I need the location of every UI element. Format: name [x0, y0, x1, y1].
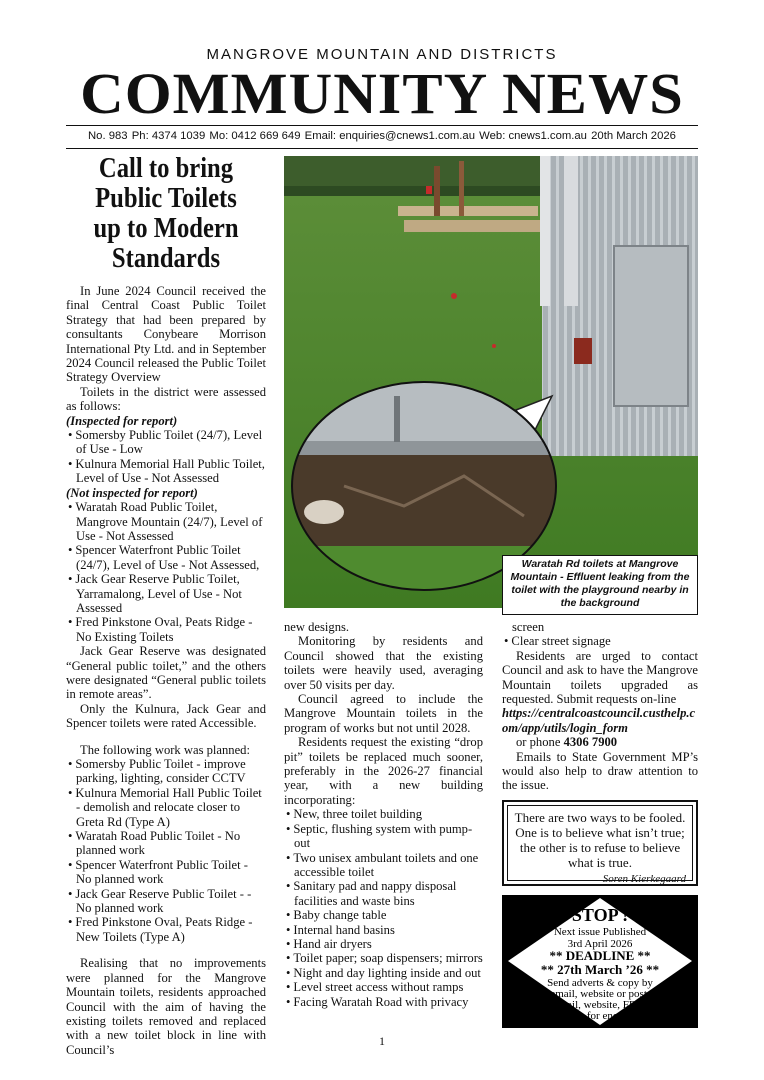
inspected-list: [66, 428, 266, 486]
paragraph: Monitoring by residents and Council showed that the existing toilets were heavily used, averaging over 50 visits per day.: [284, 634, 483, 692]
phone-number: Ph: 4374 1039: [131, 130, 206, 142]
quote-author: Soren Kierkegaard: [602, 873, 686, 885]
council-phone: 4306 7900: [563, 735, 618, 750]
quote-box: [502, 800, 698, 886]
masthead-title: COMMUNITY NEWS: [80, 61, 684, 126]
list-item: • Two unisex ambulant toilets and one accessible toilet: [284, 851, 483, 880]
list-item: • Waratah Road Public Toilet - No planned work: [66, 829, 266, 858]
stop-deadline: ** DEADLINE **: [549, 948, 651, 963]
list-item: • Spencer Waterfront Public Toilet - No planned work: [66, 858, 266, 887]
list-item: • Somersby Public Toilet (24/7), Level of Use - Low: [66, 428, 266, 457]
list-item: • Facing Waratah Road with privacy: [284, 995, 483, 1009]
page-number: 1: [379, 1034, 385, 1048]
masthead-top-rule: [66, 125, 698, 126]
masthead-kicker: MANGROVE MOUNTAIN AND DISTRICTS: [206, 46, 558, 63]
article-headline: Call to bring Public Toilets up to Modern Standards: [93, 153, 239, 274]
stop-line-3: Send adverts & copy by: [547, 977, 653, 989]
list-item: • Internal hand basins: [284, 923, 483, 937]
list-item: • Jack Gear Reserve Public Toilet, Yarramalong, Level of Use - Not Assessed: [66, 572, 266, 615]
quote-text: There are two ways to be fooled. One is to believe what isn’t true; the other is to refuse to believe what is true.: [514, 810, 686, 870]
paragraph: Only the Kulnura, Jack Gear and Spencer toilets were rated Accessible.: [66, 701, 266, 731]
paragraph: Toilets in the district were assessed as follows:: [66, 384, 266, 414]
paragraph: Emails to State Government MP’s would also help to draw attention to the issue.: [502, 749, 698, 793]
stop-title: STOP !: [571, 905, 629, 925]
issue-date: 20th March 2026: [591, 130, 676, 142]
list-item: • Jack Gear Reserve Public Toilet - - No planned work: [66, 887, 266, 916]
list-item: • Fred Pinkstone Oval, Peats Ridge - No Existing Toilets: [66, 615, 266, 644]
list-item: • Sanitary pad and nappy disposal facilities and waste bins: [284, 879, 483, 908]
stop-line-2: 3rd April 2026: [567, 938, 633, 950]
paragraph: Jack Gear Reserve was designated “General public toilet,” and the others were designated “General public toilets in remote areas”.: [66, 644, 266, 702]
features-list: [284, 807, 483, 1009]
list-item: • Baby change table: [284, 908, 483, 922]
list-item: • Somersby Public Toilet - improve parking, lighting, consider CCTV: [66, 757, 266, 786]
paragraph: Residents request the existing “drop pit” toilets be replaced much sooner, preferably in the 2026-27 financial year, with a new building incorporating:: [284, 735, 483, 807]
masthead-bottom-rule: [66, 148, 698, 149]
list-item: • Kulnura Memorial Hall Public Toilet, Level of Use - Not Assessed: [66, 457, 266, 486]
list-item: • New, three toilet building: [284, 807, 483, 821]
article-column-3: [502, 620, 698, 793]
not-inspected-list: [66, 500, 266, 644]
list-item: • Kulnura Memorial Hall Public Toilet - demolish and relocate closer to Greta Rd (Type A): [66, 786, 266, 829]
paragraph: Residents are urged to contact Council and ask to have the Mangrove Mountain toilets upgraded as requested. Submit requests on-line: [502, 648, 698, 707]
stop-line-1: Next issue Published: [553, 926, 647, 938]
toilet-photo: [284, 156, 698, 608]
list-item: • Hand air dryers: [284, 937, 483, 951]
issue-number: No. 983: [88, 130, 128, 142]
info-bar: [66, 130, 698, 142]
stop-line-5: Email, website, FB or: [551, 999, 649, 1011]
list-item: • Fred Pinkstone Oval, Peats Ridge - New Toilets (Type A): [66, 915, 266, 944]
planned-work-list: [66, 757, 266, 944]
features-list-cont: [502, 634, 698, 648]
stop-deadline-date: ** 27th March ’26 **: [540, 962, 660, 977]
stop-line-6: phone for enquiries: [557, 1010, 643, 1022]
paragraph: screen: [512, 620, 545, 634]
list-item: • Toilet paper; soap dispensers; mirrors: [284, 951, 483, 965]
subheading: (Inspected for report): [66, 413, 178, 428]
paragraph: Realising that no improvements were planned for the Mangrove Mountain toilets, residents approached Council with the aim of having the existing toilets removed and replaced with a new toilet block in line with Council’s: [66, 956, 266, 1057]
list-item: • Level street access without ramps: [284, 980, 483, 994]
email-address[interactable]: Email: enquiries@cnews1.com.au: [304, 130, 475, 142]
list-item: • Septic, flushing system with pump-out: [284, 822, 483, 851]
paragraph: The following work was planned:: [80, 742, 250, 757]
paragraph: Council agreed to include the Mangrove Mountain toilets in the program of works but not until 2028.: [284, 692, 483, 735]
article-column-2: [284, 620, 483, 1009]
paragraph: In June 2024 Council received the final Central Coast Public Toilet Strategy that had been prepared by consultants Conybeare Morrison International Pty Ltd. and in September 2024 Council released the Public Toilet Strategy Overview: [66, 284, 266, 385]
list-item: • Spencer Waterfront Public Toilet (24/7), Level of Use - Not Assessed,: [66, 543, 266, 572]
list-item: • Night and day lighting inside and out: [284, 966, 483, 980]
photo-caption: Waratah Rd toilets at Mangrove Mountain - Effluent leaking from the toilet with the playground nearby in the background: [502, 555, 698, 615]
paragraph: new designs.: [284, 620, 350, 634]
stop-line-4: email, website or post.: [550, 988, 650, 1000]
mobile-number: Mo: 0412 669 649: [209, 130, 301, 142]
subheading: (Not inspected for report): [66, 485, 198, 500]
list-item: • Clear street signage: [502, 634, 698, 648]
article-column-1: [66, 284, 266, 1057]
web-address[interactable]: Web: cnews1.com.au: [479, 130, 587, 142]
list-item: • Waratah Road Public Toilet, Mangrove Mountain (24/7), Level of Use - Not Assessed: [66, 500, 266, 543]
paragraph: or phone 4306 7900: [516, 735, 618, 750]
council-url[interactable]: https://centralcoastcouncil.custhelp.com/app/utils/login_form: [502, 706, 696, 735]
stop-box: [502, 895, 698, 1028]
